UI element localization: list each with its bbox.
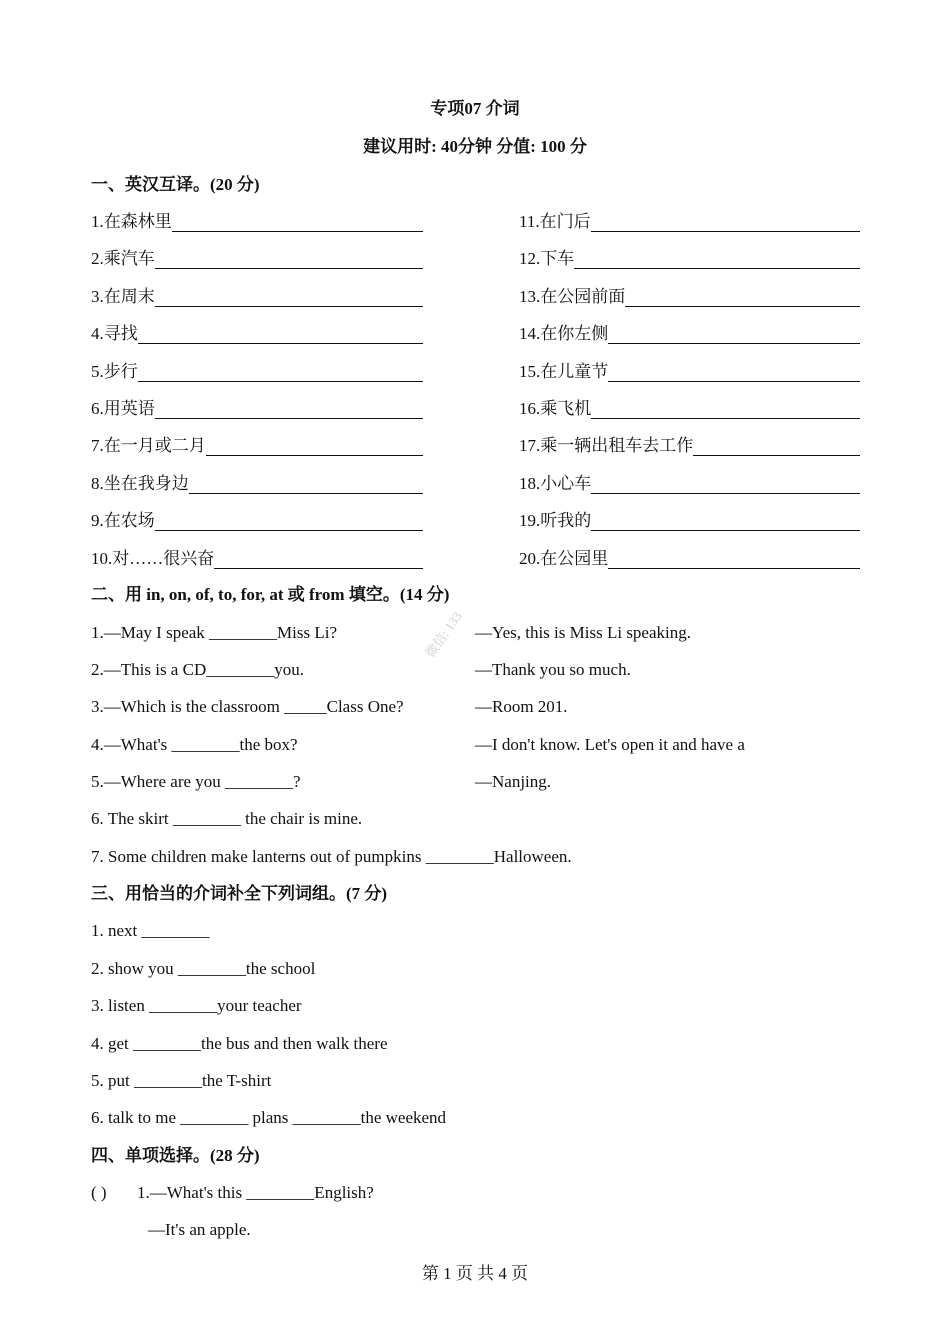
dialog-answer-5: —Nanjing.	[475, 772, 552, 791]
answer-line[interactable]	[608, 381, 860, 382]
phrase-item-5: 5. put ________the T-shirt	[91, 1071, 272, 1090]
answer-line[interactable]	[155, 530, 423, 531]
translate-item-left-4: 4.寻找	[91, 324, 138, 344]
answer-line[interactable]	[138, 381, 423, 382]
section2-heading: 二、用 in, on, of, to, for, at 或 from 填空。(14 分)	[91, 585, 450, 604]
answer-line[interactable]	[155, 306, 423, 307]
section4-heading: 四、单项选择。(28 分)	[91, 1146, 260, 1165]
translate-item-left-2: 2.乘汽车	[91, 249, 155, 269]
translate-item-right-1: 11.在门后	[519, 212, 591, 231]
phrase-item-4: 4. get ________the bus and then walk there	[91, 1034, 388, 1053]
answer-line[interactable]	[608, 343, 860, 344]
phrase-item-6: 6. talk to me ________ plans ________the weekend	[91, 1108, 447, 1127]
answer-line[interactable]	[214, 568, 423, 569]
answer-paren: ( )	[91, 1183, 107, 1202]
answer-line[interactable]	[172, 231, 423, 232]
answer-line[interactable]	[591, 530, 860, 531]
answer-line[interactable]	[206, 455, 423, 456]
translate-item-right-7: 17.乘一辆出租车去工作	[519, 436, 694, 456]
section3-heading: 三、用恰当的介词补全下列词组。(7 分)	[91, 884, 388, 903]
page-number: 第 1 页 共 4 页	[421, 1264, 529, 1283]
answer-line[interactable]	[189, 493, 423, 494]
translate-item-right-5: 15.在儿童节	[519, 361, 609, 381]
answer-line[interactable]	[138, 343, 423, 344]
dialog-answer-1: —Yes, this is Miss Li speaking.	[475, 623, 691, 642]
page-title: 专项07 介词	[430, 99, 520, 118]
fill-sentence-7: 7. Some children make lanterns out of pumpkins ________Halloween.	[91, 847, 572, 866]
translate-item-left-6: 6.用英语	[91, 399, 155, 418]
translate-item-left-10: 10.对……很兴奋	[91, 548, 215, 568]
choice-answer-1: —It's an apple.	[148, 1220, 251, 1239]
answer-line[interactable]	[155, 418, 423, 419]
translate-item-left-1: 1.在森林里	[91, 212, 172, 231]
translate-item-right-3: 13.在公园前面	[519, 286, 626, 306]
phrase-item-2: 2. show you ________the school	[91, 959, 316, 978]
watermark: 微信: 133	[422, 608, 465, 661]
translate-item-left-9: 9.在农场	[91, 511, 155, 531]
dialog-answer-2: —Thank you so much.	[475, 660, 631, 679]
answer-line[interactable]	[608, 568, 860, 569]
dialog-question-5: 5.—Where are you ________?	[91, 772, 301, 791]
answer-line[interactable]	[591, 231, 860, 232]
answer-line[interactable]	[591, 418, 860, 419]
choice-question-1: 1.—What's this ________English?	[137, 1183, 374, 1202]
translate-item-left-5: 5.步行	[91, 361, 138, 381]
answer-line[interactable]	[591, 493, 860, 494]
translate-item-right-10: 20.在公园里	[519, 548, 609, 568]
page-subtitle: 建议用时: 40分钟 分值: 100 分	[363, 137, 587, 156]
dialog-question-4: 4.—What's ________the box?	[91, 735, 298, 754]
translate-item-left-7: 7.在一月或二月	[91, 436, 206, 456]
translate-item-right-8: 18.小心车	[519, 473, 592, 493]
translate-item-right-2: 12.下车	[519, 249, 575, 269]
dialog-question-1: 1.—May I speak ________Miss Li?	[91, 623, 338, 642]
phrase-item-3: 3. listen ________your teacher	[91, 996, 302, 1015]
answer-line[interactable]	[574, 268, 860, 269]
translate-item-right-9: 19.听我的	[519, 511, 592, 531]
translate-item-left-8: 8.坐在我身边	[91, 473, 189, 493]
dialog-question-2: 2.—This is a CD________you.	[91, 660, 304, 679]
translate-item-right-4: 14.在你左侧	[519, 324, 609, 344]
answer-line[interactable]	[625, 306, 860, 307]
fill-sentence-6: 6. The skirt ________ the chair is mine.	[91, 809, 363, 828]
answer-line[interactable]	[693, 455, 860, 456]
dialog-answer-3: —Room 201.	[475, 697, 568, 716]
dialog-question-3: 3.—Which is the classroom _____Class One?	[91, 697, 404, 716]
section1-heading: 一、英汉互译。(20 分)	[91, 175, 260, 194]
dialog-answer-4: —I don't know. Let's open it and have a	[475, 735, 745, 754]
translate-item-left-3: 3.在周末	[91, 286, 155, 306]
phrase-item-1: 1. next ________	[91, 921, 210, 940]
translate-item-right-6: 16.乘飞机	[519, 399, 592, 418]
answer-line[interactable]	[155, 268, 423, 269]
